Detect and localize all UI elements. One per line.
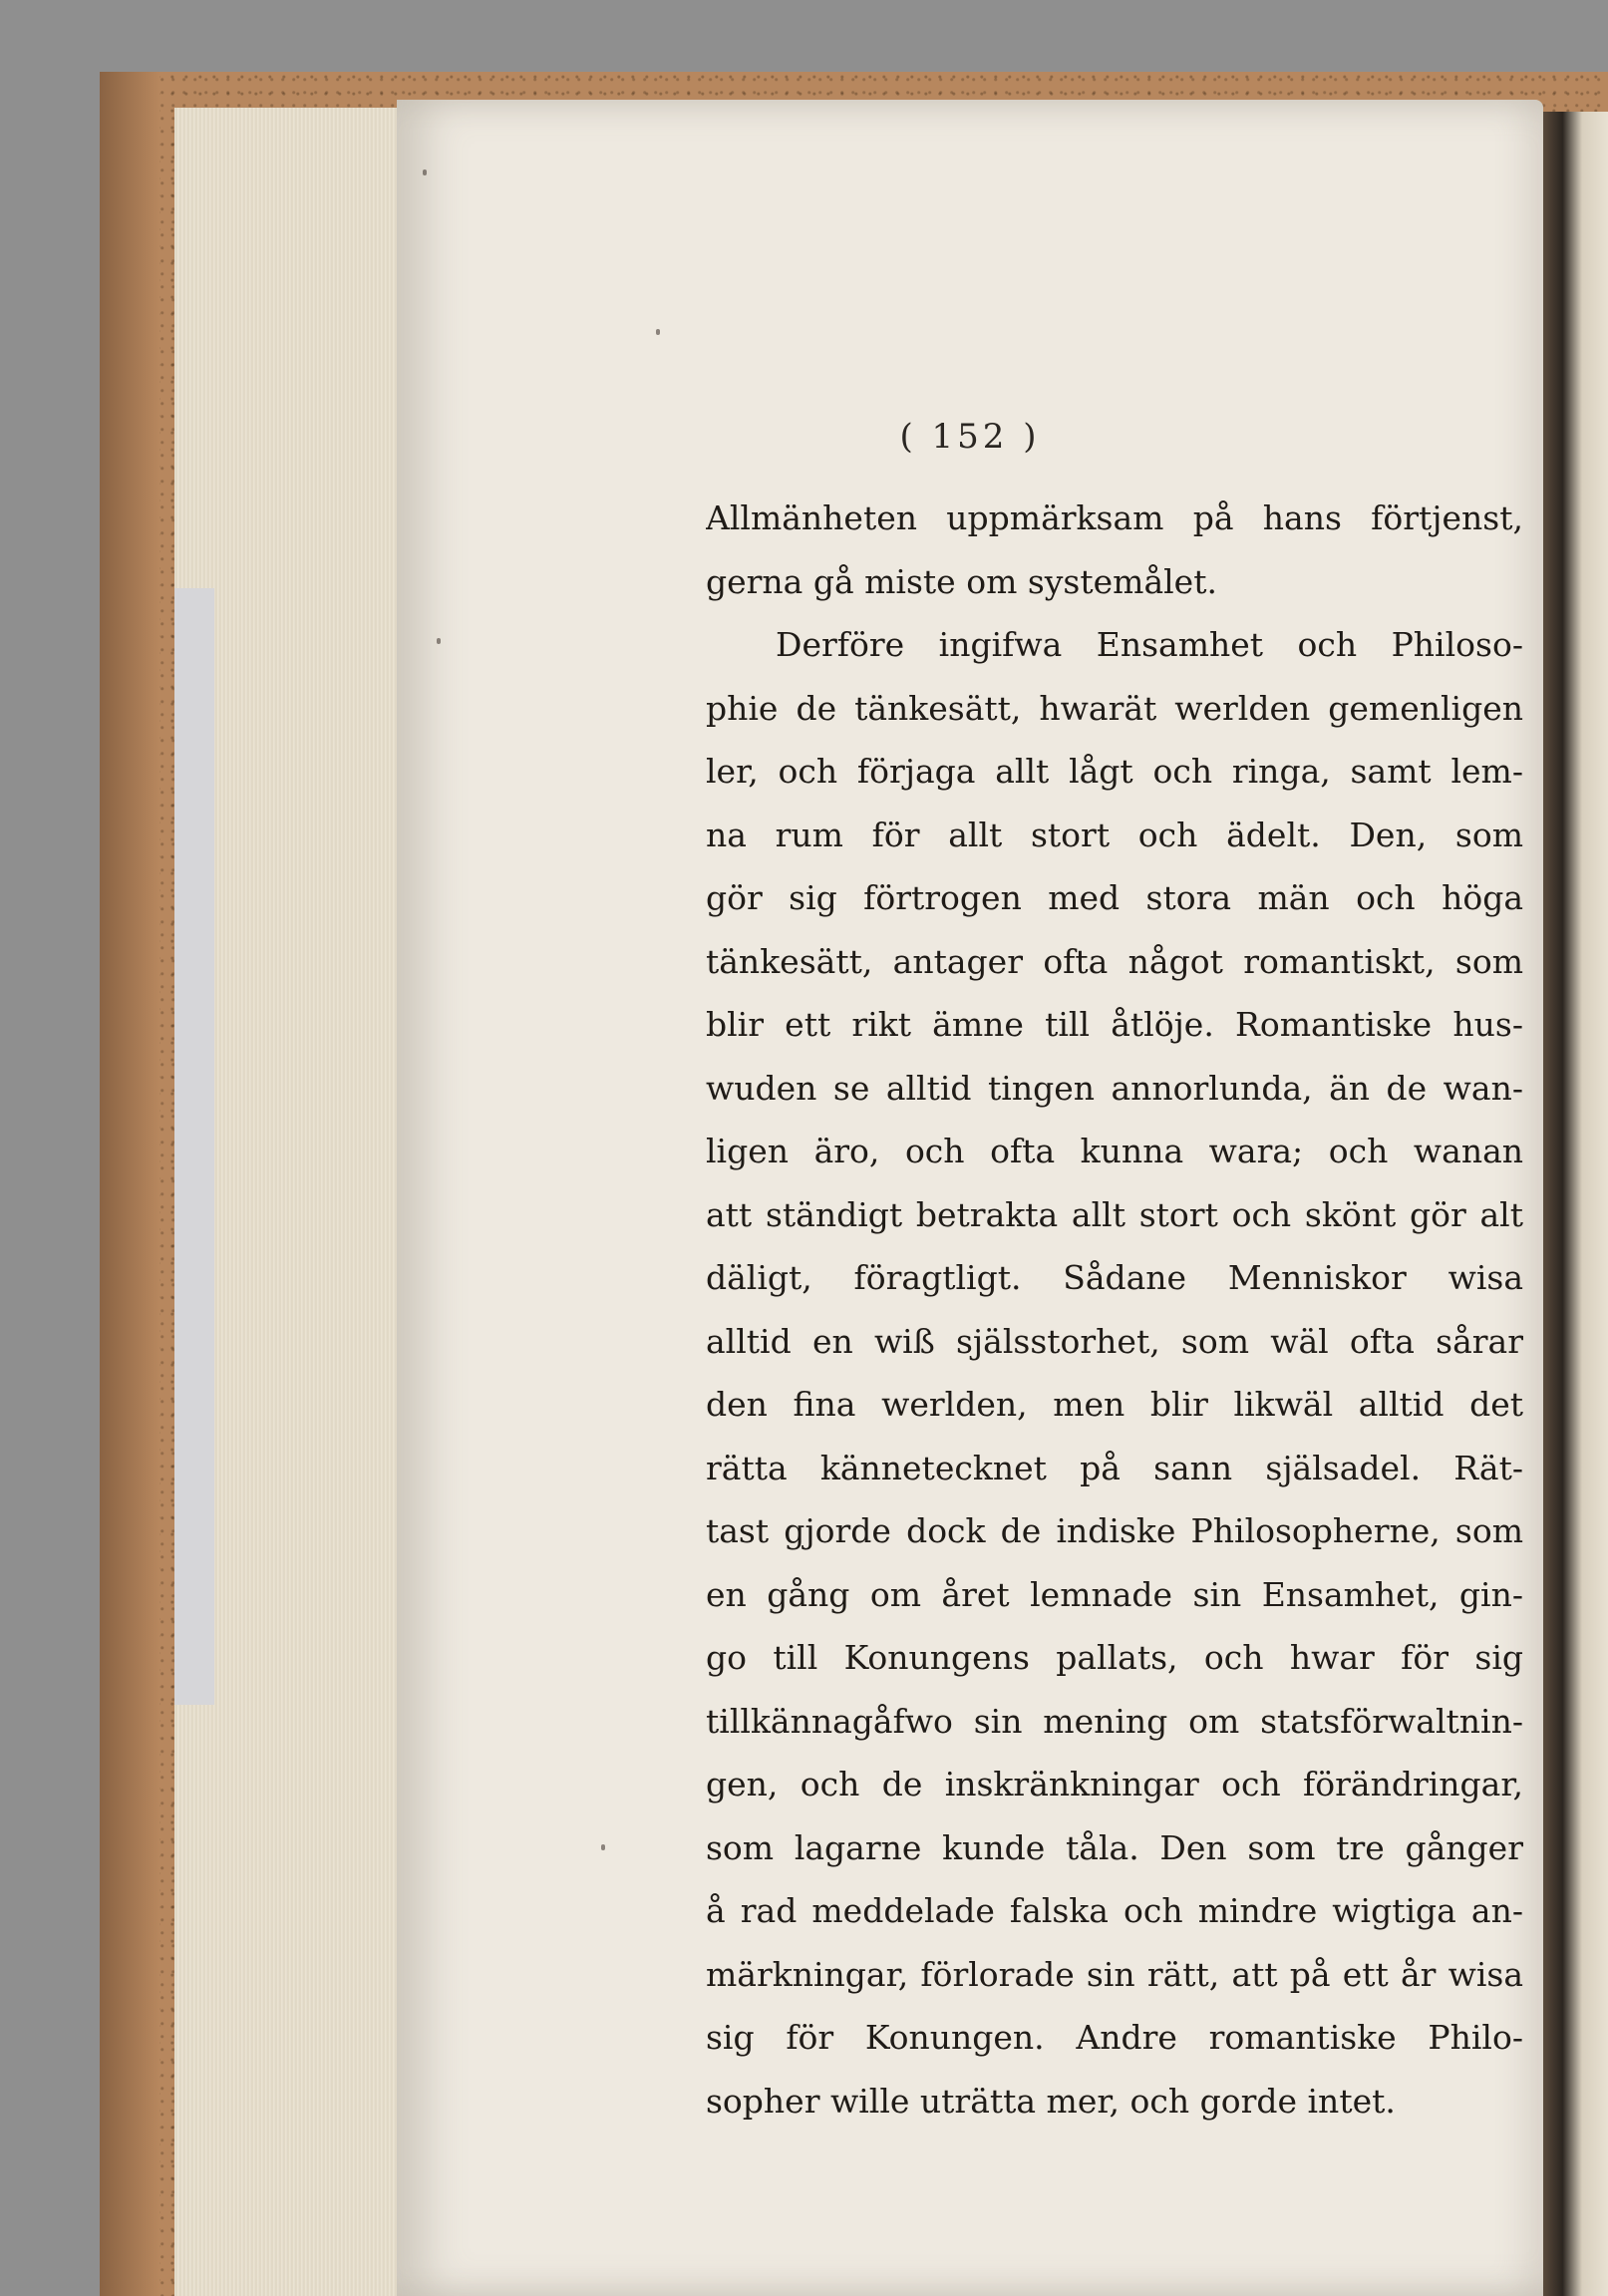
- text-line: att ständigt betrakta allt stort och skönt gör alt: [706, 1194, 1523, 1234]
- text-line: Allmänheten uppmärksam på hans förtjenst,: [706, 498, 1523, 537]
- text-line: tast gjorde dock de indiske Philosopherne, som: [706, 1511, 1523, 1550]
- page-text-block: [706, 487, 1523, 2132]
- text-line: Derföre ingifwa Ensamhet och Philoso-: [776, 625, 1523, 664]
- text-line: ligen äro, och ofta kunna wara; och wanan: [706, 1132, 1523, 1170]
- book-spine: [100, 72, 160, 2296]
- text-line: alltid en wiß själsstorhet, som wäl ofta sårar: [706, 1321, 1523, 1361]
- text-line: ler, och förjaga allt lågt och ringa, samt lem-: [706, 752, 1523, 791]
- book-page: [397, 100, 1543, 2296]
- text-line: gerna gå miste om systemålet.: [706, 561, 1217, 601]
- text-line: å rad meddelade falska och mindre wigtiga an-: [706, 1891, 1523, 1930]
- text-line: sig för Konungen. Andre romantiske Philo-: [706, 2018, 1523, 2057]
- endpaper-strip: [174, 588, 214, 1705]
- paper-speck: [656, 329, 660, 335]
- paper-speck: [601, 1844, 605, 1850]
- text-line: den fina werlden, men blir likwäl alltid det: [706, 1385, 1523, 1424]
- text-line: däligt, föragtligt. Sådane Menniskor wisa: [706, 1258, 1523, 1297]
- paper-speck: [437, 638, 441, 644]
- facing-page-edge: [1543, 112, 1608, 2296]
- text-line: märkningar, förlorade sin rätt, att på ett år wisa: [706, 1954, 1523, 1994]
- text-line: phie de tänkesätt, hwarät werlden gemenligen: [706, 688, 1523, 728]
- text-line: blir ett rikt ämne till åtlöje. Romantiske hus-: [706, 1005, 1523, 1044]
- text-line: go till Konungens pallats, och hwar för sig: [706, 1638, 1523, 1677]
- text-line: sopher wille uträtta mer, och gorde intet.: [706, 2081, 1396, 2121]
- text-line: gen, och de inskränkningar och förändringar,: [706, 1765, 1523, 1804]
- paper-speck: [423, 169, 427, 175]
- text-line: en gång om året lemnade sin Ensamhet, gin-: [706, 1574, 1523, 1614]
- text-line: gör sig förtrogen med stora män och höga: [706, 878, 1523, 917]
- text-line: tänkesätt, antager ofta något romantiskt, som: [706, 941, 1523, 981]
- page-number-header: ( 152 ): [899, 417, 1041, 457]
- text-line: wuden se alltid tingen annorlunda, än de wan-: [706, 1068, 1523, 1108]
- text-line: rätta kännetecknet på sann själsadel. Rät-: [706, 1448, 1523, 1487]
- text-line: na rum för allt stort och ädelt. Den, som: [706, 815, 1523, 854]
- text-line: som lagarne kunde tåla. Den som tre gånger: [706, 1827, 1523, 1867]
- text-line: tillkännagåfwo sin mening om statsförwaltnin-: [706, 1701, 1523, 1741]
